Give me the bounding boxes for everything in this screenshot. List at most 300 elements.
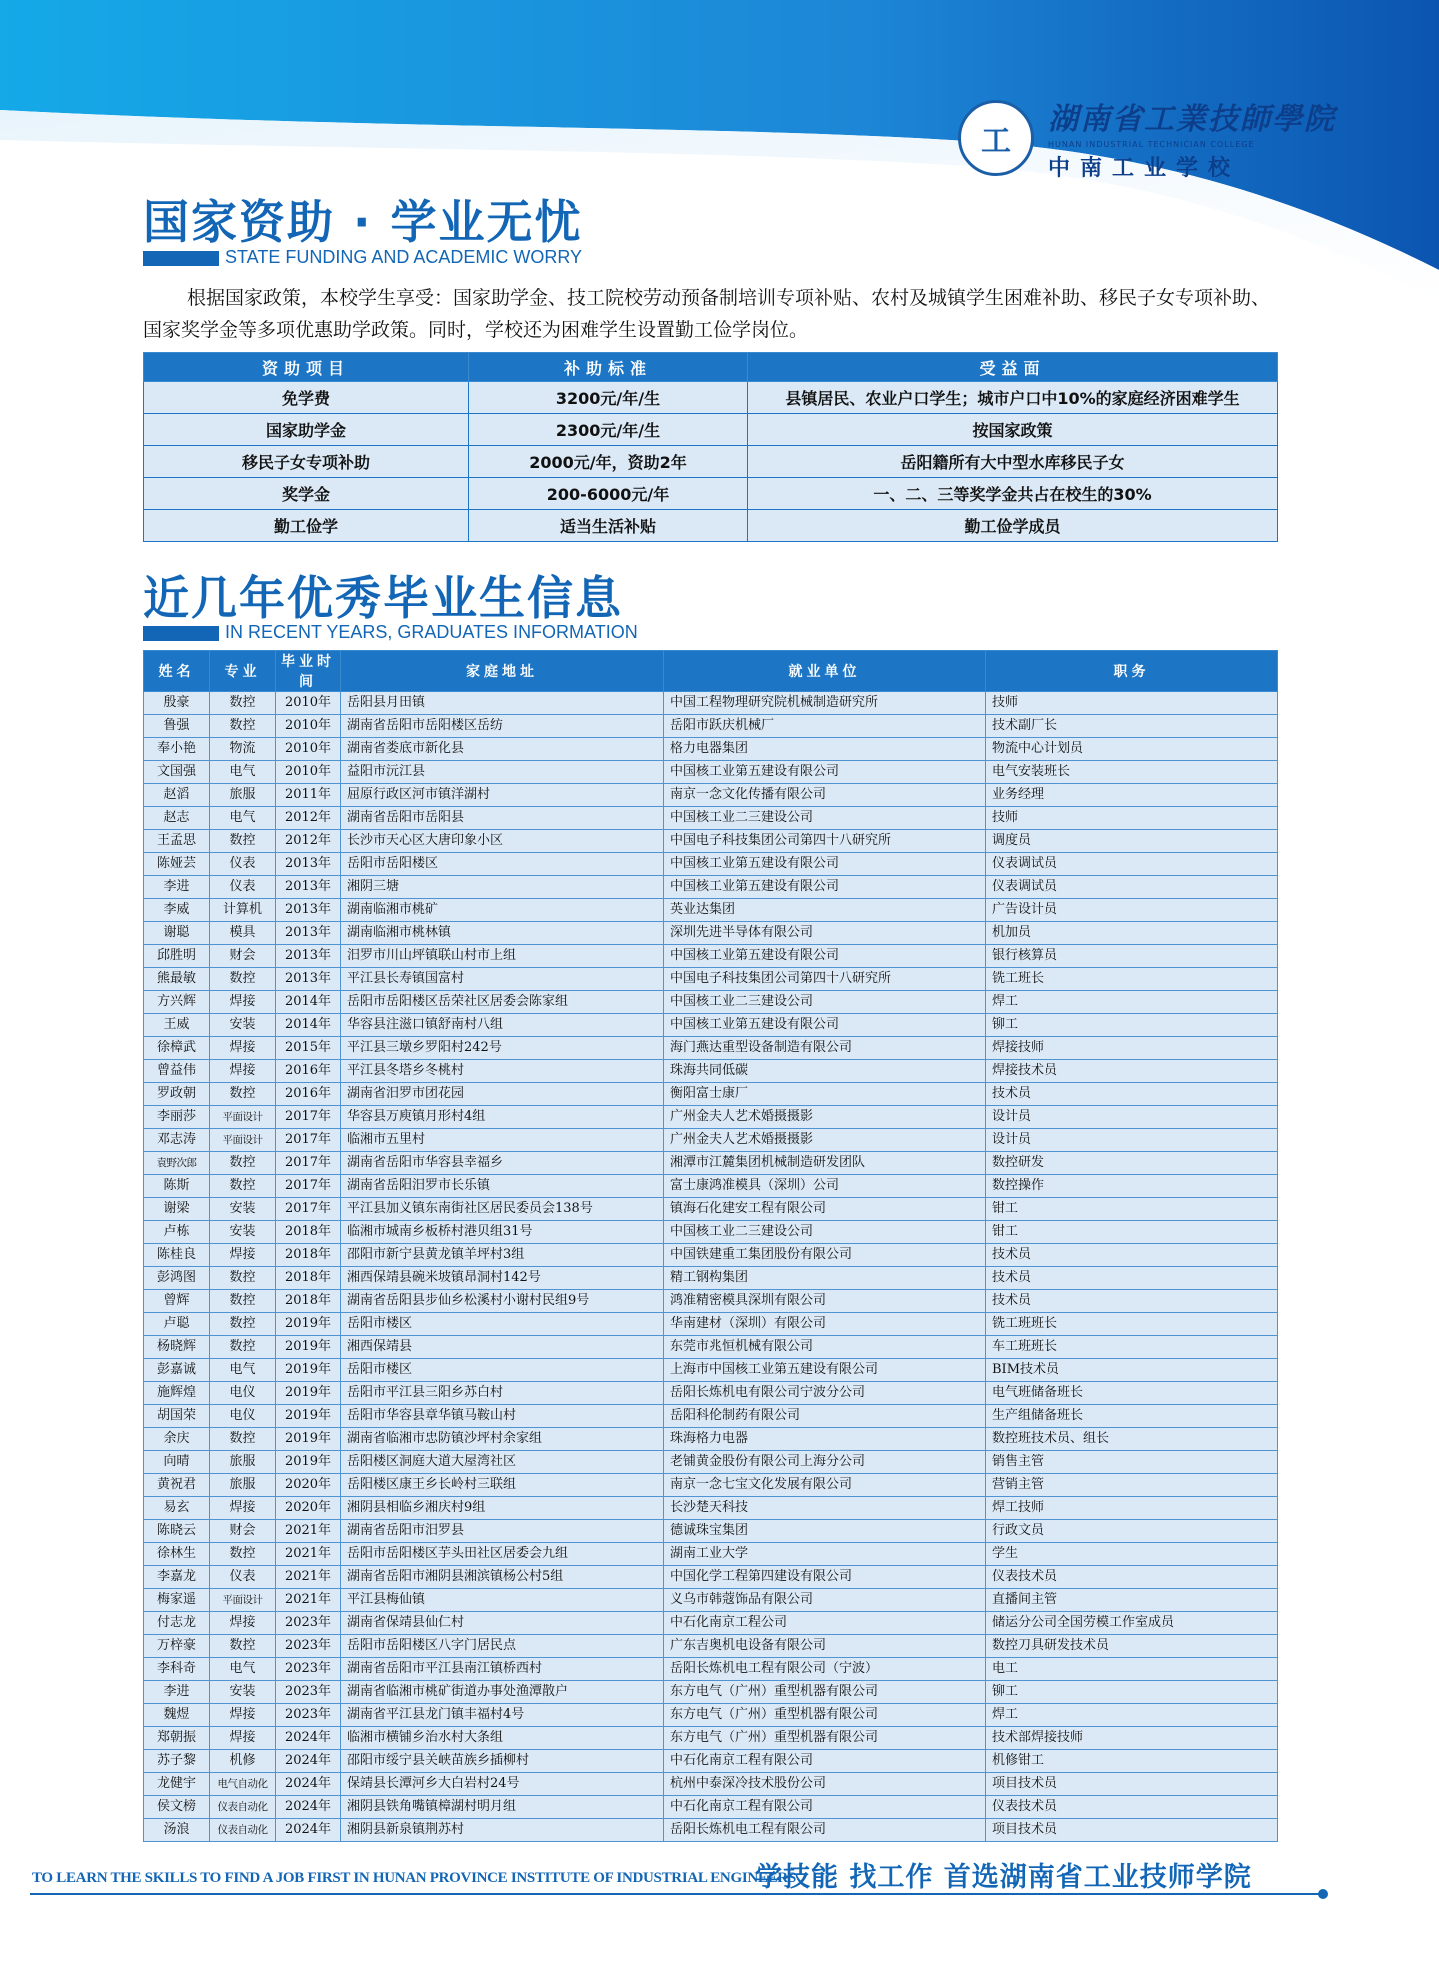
funding-row bbox=[144, 414, 1278, 446]
graduate-cell: 湖南省保靖县仙仁村 bbox=[341, 1612, 664, 1635]
graduate-cell: 英业达集团 bbox=[664, 899, 986, 922]
graduate-cell: 李进 bbox=[144, 1681, 210, 1704]
graduate-cell: 数控 bbox=[210, 1152, 276, 1175]
graduate-cell: 苏子黎 bbox=[144, 1750, 210, 1773]
table-row bbox=[144, 853, 1278, 876]
graduate-cell: 储运分公司全国劳模工作室成员 bbox=[986, 1612, 1278, 1635]
graduate-cell: 2017年 bbox=[276, 1175, 341, 1198]
table-row bbox=[144, 1382, 1278, 1405]
graduate-cell: 海门燕达重型设备制造有限公司 bbox=[664, 1037, 986, 1060]
graduate-cell: 广州金夫人艺术婚摄摄影 bbox=[664, 1106, 986, 1129]
graduate-cell: 侯文榜 bbox=[144, 1796, 210, 1819]
graduate-cell: 岳阳市楼区 bbox=[341, 1359, 664, 1382]
graduate-cell: 2013年 bbox=[276, 945, 341, 968]
table-row bbox=[144, 1060, 1278, 1083]
graduate-cell: 杨晓辉 bbox=[144, 1336, 210, 1359]
graduate-cell: 湖南省岳阳市华容县幸福乡 bbox=[341, 1152, 664, 1175]
graduate-cell: 湖南省娄底市新化县 bbox=[341, 738, 664, 761]
graduate-cell: 卢栋 bbox=[144, 1221, 210, 1244]
graduate-cell: 湖南省平江县龙门镇丰福村4号 bbox=[341, 1704, 664, 1727]
table-row bbox=[144, 1336, 1278, 1359]
graduate-cell: 李嘉龙 bbox=[144, 1566, 210, 1589]
table-row bbox=[144, 1221, 1278, 1244]
graduate-cell: 设计员 bbox=[986, 1129, 1278, 1152]
table-row bbox=[144, 1497, 1278, 1520]
graduate-cell: 焊工 bbox=[986, 991, 1278, 1014]
graduate-cell: 梅家遥 bbox=[144, 1589, 210, 1612]
graduate-cell: 技术员 bbox=[986, 1083, 1278, 1106]
funding-cell: 免学费 bbox=[144, 382, 469, 414]
graduate-cell: 岳阳市岳阳楼区芋头田社区居委会九组 bbox=[341, 1543, 664, 1566]
graduates-header-row bbox=[144, 651, 1278, 692]
graduate-cell: 仪表技术员 bbox=[986, 1796, 1278, 1819]
graduate-cell: 数控 bbox=[210, 1083, 276, 1106]
graduate-cell: 湖南省岳阳市岳阳楼区岳纺 bbox=[341, 715, 664, 738]
graduate-cell: 魏煜 bbox=[144, 1704, 210, 1727]
graduate-cell: 华容县注滋口镇舒南村八组 bbox=[341, 1014, 664, 1037]
graduate-cell: 邱胜明 bbox=[144, 945, 210, 968]
graduate-cell: 深圳先进半导体有限公司 bbox=[664, 922, 986, 945]
table-row bbox=[144, 1267, 1278, 1290]
graduate-cell: 机修钳工 bbox=[986, 1750, 1278, 1773]
graduate-cell: 车工班班长 bbox=[986, 1336, 1278, 1359]
graduate-cell: 数控操作 bbox=[986, 1175, 1278, 1198]
table-row bbox=[144, 1405, 1278, 1428]
graduate-cell: 施辉煌 bbox=[144, 1382, 210, 1405]
graduate-cell: 陈桂良 bbox=[144, 1244, 210, 1267]
graduate-cell: 2012年 bbox=[276, 807, 341, 830]
graduate-cell: 项目技术员 bbox=[986, 1819, 1278, 1842]
graduate-cell: 中国核工业第五建设有限公司 bbox=[664, 1014, 986, 1037]
graduate-cell: 安装 bbox=[210, 1198, 276, 1221]
graduate-cell: 湖南省临湘市桃矿街道办事处渔潭散户 bbox=[341, 1681, 664, 1704]
graduate-cell: 曾辉 bbox=[144, 1290, 210, 1313]
graduate-cell: 2019年 bbox=[276, 1451, 341, 1474]
graduate-cell: 2023年 bbox=[276, 1704, 341, 1727]
table-row bbox=[144, 1129, 1278, 1152]
graduate-cell: 数控 bbox=[210, 968, 276, 991]
graduate-cell: 2010年 bbox=[276, 738, 341, 761]
graduate-cell: 湖南省岳阳县步仙乡松溪村小谢村民组9号 bbox=[341, 1290, 664, 1313]
graduate-cell: 业务经理 bbox=[986, 784, 1278, 807]
graduate-cell: 湘西保靖县 bbox=[341, 1336, 664, 1359]
graduate-cell: 岳阳市楼区 bbox=[341, 1313, 664, 1336]
graduate-cell: 2019年 bbox=[276, 1428, 341, 1451]
graduate-cell: 赵志 bbox=[144, 807, 210, 830]
graduate-cell: 方兴辉 bbox=[144, 991, 210, 1014]
funding-cell: 2000元/年，资助2年 bbox=[469, 446, 748, 478]
graduate-cell: 岳阳市平江县三阳乡苏白村 bbox=[341, 1382, 664, 1405]
graduate-cell: 上海市中国核工业第五建设有限公司 bbox=[664, 1359, 986, 1382]
graduate-cell: 鸿准精密模具深圳有限公司 bbox=[664, 1290, 986, 1313]
graduate-cell: 陈斯 bbox=[144, 1175, 210, 1198]
graduate-cell: 平江县加义镇东南街社区居民委员会138号 bbox=[341, 1198, 664, 1221]
funding-table bbox=[143, 352, 1278, 542]
table-row bbox=[144, 991, 1278, 1014]
graduate-cell: 卢聪 bbox=[144, 1313, 210, 1336]
graduate-cell: 陈晓云 bbox=[144, 1520, 210, 1543]
table-row bbox=[144, 1083, 1278, 1106]
graduate-cell: 中国核工业二三建设公司 bbox=[664, 807, 986, 830]
graduate-cell: 龙健宇 bbox=[144, 1773, 210, 1796]
funding-cell: 勤工俭学 bbox=[144, 510, 469, 542]
graduate-cell: 中国核工业二三建设公司 bbox=[664, 1221, 986, 1244]
funding-cell: 县镇居民、农业户口学生；城市户口中10%的家庭经济困难学生 bbox=[748, 382, 1278, 414]
graduate-cell: 湘阴三塘 bbox=[341, 876, 664, 899]
graduate-cell: 生产组储备班长 bbox=[986, 1405, 1278, 1428]
graduate-cell: 邓志涛 bbox=[144, 1129, 210, 1152]
graduate-cell: 2024年 bbox=[276, 1750, 341, 1773]
graduate-cell: 2023年 bbox=[276, 1658, 341, 1681]
graduate-cell: 钳工 bbox=[986, 1198, 1278, 1221]
graduate-cell: 湘阴县铁角嘴镇樟湖村明月组 bbox=[341, 1796, 664, 1819]
funding-cell: 岳阳籍所有大中型水库移民子女 bbox=[748, 446, 1278, 478]
footer-dot-icon bbox=[1318, 1889, 1328, 1899]
graduate-cell: 技术员 bbox=[986, 1244, 1278, 1267]
graduate-cell: 临湘市城南乡板桥村港贝组31号 bbox=[341, 1221, 664, 1244]
graduate-cell: 长沙市天心区大唐印象小区 bbox=[341, 830, 664, 853]
graduate-cell: 广告设计员 bbox=[986, 899, 1278, 922]
graduate-cell: 数控班技术员、组长 bbox=[986, 1428, 1278, 1451]
table-row bbox=[144, 1152, 1278, 1175]
graduate-cell: 平面设计 bbox=[210, 1589, 276, 1612]
graduate-cell: 平江县长寿镇国富村 bbox=[341, 968, 664, 991]
graduate-cell: 屈原行政区河市镇洋湖村 bbox=[341, 784, 664, 807]
graduate-cell: 广东吉奥机电设备有限公司 bbox=[664, 1635, 986, 1658]
graduate-cell: 2018年 bbox=[276, 1221, 341, 1244]
graduate-cell: 计算机 bbox=[210, 899, 276, 922]
graduate-cell: 铣工班长 bbox=[986, 968, 1278, 991]
graduate-cell: 焊接 bbox=[210, 1727, 276, 1750]
graduate-cell: 珠海格力电器 bbox=[664, 1428, 986, 1451]
graduate-cell: BIM技术员 bbox=[986, 1359, 1278, 1382]
funding-column-header: 资助项目 bbox=[144, 353, 469, 382]
school-name-cn: 湖南省工業技師學院 bbox=[1048, 102, 1336, 137]
graduate-cell: 电气 bbox=[210, 1658, 276, 1681]
graduate-cell: 模具 bbox=[210, 922, 276, 945]
graduate-cell: 李科奇 bbox=[144, 1658, 210, 1681]
funding-column-header: 补助标准 bbox=[469, 353, 748, 382]
graduate-cell: 义乌市韩蔻饰品有限公司 bbox=[664, 1589, 986, 1612]
funding-cell: 200-6000元/年 bbox=[469, 478, 748, 510]
graduate-cell: 数控 bbox=[210, 692, 276, 715]
graduate-cell: 营销主管 bbox=[986, 1474, 1278, 1497]
graduate-cell: 数控 bbox=[210, 830, 276, 853]
graduate-cell: 易玄 bbox=[144, 1497, 210, 1520]
graduate-cell: 岳阳长炼机电有限公司宁波分公司 bbox=[664, 1382, 986, 1405]
section2-subtitle: IN RECENT YEARS, GRADUATES INFORMATION bbox=[225, 622, 638, 642]
graduate-cell: 旅服 bbox=[210, 1451, 276, 1474]
graduate-cell: 仪表 bbox=[210, 876, 276, 899]
graduate-cell: 2017年 bbox=[276, 1198, 341, 1221]
graduate-cell: 珠海共同低碳 bbox=[664, 1060, 986, 1083]
graduate-cell: 平江县三墩乡罗阳村242号 bbox=[341, 1037, 664, 1060]
graduate-cell: 数控 bbox=[210, 1175, 276, 1198]
graduate-cell: 陈娅芸 bbox=[144, 853, 210, 876]
graduate-cell: 2017年 bbox=[276, 1152, 341, 1175]
graduate-cell: 岳阳楼区洞庭大道大屋湾社区 bbox=[341, 1451, 664, 1474]
table-row bbox=[144, 945, 1278, 968]
table-row bbox=[144, 1451, 1278, 1474]
graduate-cell: 中国电子科技集团公司第四十八研究所 bbox=[664, 830, 986, 853]
graduate-cell: 中国核工业第五建设有限公司 bbox=[664, 945, 986, 968]
graduate-cell: 数控 bbox=[210, 715, 276, 738]
graduate-cell: 技师 bbox=[986, 807, 1278, 830]
graduate-cell: 岳阳长炼机电工程有限公司 bbox=[664, 1819, 986, 1842]
graduate-cell: 电工 bbox=[986, 1658, 1278, 1681]
graduate-cell: 电气班储备班长 bbox=[986, 1382, 1278, 1405]
graduate-cell: 湖南省岳阳市平江县南江镇桥西村 bbox=[341, 1658, 664, 1681]
graduate-cell: 仪表调试员 bbox=[986, 876, 1278, 899]
graduate-cell: 安装 bbox=[210, 1221, 276, 1244]
funding-cell: 3200元/年/生 bbox=[469, 382, 748, 414]
graduate-cell: 2020年 bbox=[276, 1474, 341, 1497]
graduate-cell: 湖南临湘市桃林镇 bbox=[341, 922, 664, 945]
graduate-cell: 曾益伟 bbox=[144, 1060, 210, 1083]
table-row bbox=[144, 1727, 1278, 1750]
graduate-cell: 湖南临湘市桃矿 bbox=[341, 899, 664, 922]
graduate-cell: 仪表技术员 bbox=[986, 1566, 1278, 1589]
table-row bbox=[144, 1566, 1278, 1589]
graduate-cell: 平面设计 bbox=[210, 1129, 276, 1152]
graduate-cell: 李威 bbox=[144, 899, 210, 922]
funding-cell: 2300元/年/生 bbox=[469, 414, 748, 446]
funding-cell: 适当生活补贴 bbox=[469, 510, 748, 542]
graduate-cell: 财会 bbox=[210, 1520, 276, 1543]
funding-row bbox=[144, 446, 1278, 478]
graduate-cell: 中国核工业第五建设有限公司 bbox=[664, 853, 986, 876]
graduate-cell: 直播间主管 bbox=[986, 1589, 1278, 1612]
table-row bbox=[144, 1796, 1278, 1819]
graduate-cell: 岳阳科伦制药有限公司 bbox=[664, 1405, 986, 1428]
table-row bbox=[144, 1313, 1278, 1336]
graduate-cell: 焊接 bbox=[210, 1497, 276, 1520]
graduate-cell: 中国铁建重工集团股份有限公司 bbox=[664, 1244, 986, 1267]
graduate-cell: 机修 bbox=[210, 1750, 276, 1773]
table-row bbox=[144, 1359, 1278, 1382]
graduate-cell: 衡阳富士康厂 bbox=[664, 1083, 986, 1106]
graduate-cell: 湖南省岳阳市岳阳县 bbox=[341, 807, 664, 830]
graduate-cell: 南京一念七宝文化发展有限公司 bbox=[664, 1474, 986, 1497]
graduate-cell: 铣工班班长 bbox=[986, 1313, 1278, 1336]
table-row bbox=[144, 1014, 1278, 1037]
graduate-cell: 东莞市兆恒机械有限公司 bbox=[664, 1336, 986, 1359]
graduate-cell: 南京一念文化传播有限公司 bbox=[664, 784, 986, 807]
graduate-cell: 徐樟武 bbox=[144, 1037, 210, 1060]
table-row bbox=[144, 1543, 1278, 1566]
table-row bbox=[144, 1037, 1278, 1060]
graduate-cell: 2023年 bbox=[276, 1681, 341, 1704]
graduate-cell: 仪表自动化 bbox=[210, 1819, 276, 1842]
graduate-cell: 2018年 bbox=[276, 1290, 341, 1313]
graduate-cell: 德诚珠宝集团 bbox=[664, 1520, 986, 1543]
graduate-cell: 技术副厂长 bbox=[986, 715, 1278, 738]
table-row bbox=[144, 1106, 1278, 1129]
funding-cell: 国家助学金 bbox=[144, 414, 469, 446]
school-seal-icon: 工 bbox=[958, 100, 1034, 176]
section1-subtitle: STATE FUNDING AND ACADEMIC WORRY bbox=[225, 247, 583, 267]
graduate-cell: 余庆 bbox=[144, 1428, 210, 1451]
graduate-cell: 安装 bbox=[210, 1681, 276, 1704]
graduate-cell: 2013年 bbox=[276, 876, 341, 899]
graduate-cell: 技术员 bbox=[986, 1290, 1278, 1313]
graduate-cell: 湖南工业大学 bbox=[664, 1543, 986, 1566]
graduate-cell: 中国核工业第五建设有限公司 bbox=[664, 876, 986, 899]
graduate-cell: 长沙楚天科技 bbox=[664, 1497, 986, 1520]
graduate-cell: 数控 bbox=[210, 1267, 276, 1290]
school-logo bbox=[958, 94, 1336, 182]
table-row bbox=[144, 922, 1278, 945]
graduate-cell: 2014年 bbox=[276, 1014, 341, 1037]
graduate-cell: 广州金夫人艺术婚摄摄影 bbox=[664, 1129, 986, 1152]
graduate-cell: 奉小艳 bbox=[144, 738, 210, 761]
graduate-cell: 2016年 bbox=[276, 1083, 341, 1106]
graduates-table bbox=[143, 650, 1278, 1842]
graduate-cell: 2021年 bbox=[276, 1543, 341, 1566]
table-row bbox=[144, 1474, 1278, 1497]
graduate-cell: 焊接 bbox=[210, 991, 276, 1014]
graduate-cell: 文国强 bbox=[144, 761, 210, 784]
graduate-cell: 2011年 bbox=[276, 784, 341, 807]
graduate-cell: 胡国荣 bbox=[144, 1405, 210, 1428]
table-row bbox=[144, 830, 1278, 853]
graduate-cell: 仪表 bbox=[210, 853, 276, 876]
graduate-cell: 仪表自动化 bbox=[210, 1796, 276, 1819]
graduate-cell: 电气 bbox=[210, 807, 276, 830]
graduate-cell: 2021年 bbox=[276, 1566, 341, 1589]
graduate-cell: 岳阳市岳阳楼区 bbox=[341, 853, 664, 876]
funding-cell: 奖学金 bbox=[144, 478, 469, 510]
graduate-cell: 数控 bbox=[210, 1290, 276, 1313]
graduate-cell: 中石化南京工程有限公司 bbox=[664, 1750, 986, 1773]
graduate-cell: 华容县万庾镇月形村4组 bbox=[341, 1106, 664, 1129]
graduate-cell: 谢聪 bbox=[144, 922, 210, 945]
graduate-cell: 郑朝振 bbox=[144, 1727, 210, 1750]
graduate-cell: 鲁强 bbox=[144, 715, 210, 738]
graduate-cell: 钳工 bbox=[986, 1221, 1278, 1244]
table-row bbox=[144, 761, 1278, 784]
graduate-cell: 东方电气（广州）重型机器有限公司 bbox=[664, 1704, 986, 1727]
graduate-cell: 镇海石化建安工程有限公司 bbox=[664, 1198, 986, 1221]
graduate-cell: 中国电子科技集团公司第四十八研究所 bbox=[664, 968, 986, 991]
table-row bbox=[144, 1520, 1278, 1543]
footer-slogan-cn: 学技能 找工作 首选湖南省工业技师学院 bbox=[755, 1862, 1252, 1893]
graduate-cell: 彭嘉诚 bbox=[144, 1359, 210, 1382]
graduate-cell: 铆工 bbox=[986, 1681, 1278, 1704]
graduate-cell: 罗政朝 bbox=[144, 1083, 210, 1106]
table-row bbox=[144, 738, 1278, 761]
graduate-cell: 湘阴县相临乡湘庆村9组 bbox=[341, 1497, 664, 1520]
graduate-cell: 湘潭市江麓集团机械制造研发团队 bbox=[664, 1152, 986, 1175]
graduate-cell: 湖南省临湘市忠防镇沙坪村余家组 bbox=[341, 1428, 664, 1451]
table-row bbox=[144, 968, 1278, 991]
graduate-cell: 焊工 bbox=[986, 1704, 1278, 1727]
graduate-cell: 精工钢构集团 bbox=[664, 1267, 986, 1290]
funding-row bbox=[144, 478, 1278, 510]
graduate-cell: 2010年 bbox=[276, 692, 341, 715]
graduate-cell: 中国化学工程第四建设有限公司 bbox=[664, 1566, 986, 1589]
graduate-cell: 焊工技师 bbox=[986, 1497, 1278, 1520]
table-row bbox=[144, 1175, 1278, 1198]
graduate-cell: 中石化南京工程公司 bbox=[664, 1612, 986, 1635]
funding-cell: 按国家政策 bbox=[748, 414, 1278, 446]
graduate-cell: 邵阳市新宁县黄龙镇羊坪村3组 bbox=[341, 1244, 664, 1267]
graduate-cell: 2013年 bbox=[276, 922, 341, 945]
funding-row bbox=[144, 510, 1278, 542]
funding-cell: 移民子女专项补助 bbox=[144, 446, 469, 478]
graduate-cell: 财会 bbox=[210, 945, 276, 968]
graduate-cell: 2018年 bbox=[276, 1267, 341, 1290]
graduate-cell: 2019年 bbox=[276, 1405, 341, 1428]
graduate-cell: 焊接 bbox=[210, 1060, 276, 1083]
graduate-cell: 焊接技术员 bbox=[986, 1060, 1278, 1083]
graduate-cell: 技术部焊接技师 bbox=[986, 1727, 1278, 1750]
graduate-cell: 数控 bbox=[210, 1313, 276, 1336]
graduate-cell: 2010年 bbox=[276, 761, 341, 784]
graduate-cell: 电气 bbox=[210, 761, 276, 784]
school-subname: 中南工业学校 bbox=[1048, 155, 1241, 181]
graduate-cell: 2024年 bbox=[276, 1773, 341, 1796]
graduate-cell: 2024年 bbox=[276, 1727, 341, 1750]
graduate-cell: 中国工程物理研究院机械制造研究所 bbox=[664, 692, 986, 715]
graduate-cell: 李丽莎 bbox=[144, 1106, 210, 1129]
graduate-cell: 焊接 bbox=[210, 1704, 276, 1727]
graduate-cell: 2014年 bbox=[276, 991, 341, 1014]
graduate-cell: 平面设计 bbox=[210, 1106, 276, 1129]
graduate-cell: 东方电气（广州）重型机器有限公司 bbox=[664, 1727, 986, 1750]
graduate-cell: 银行核算员 bbox=[986, 945, 1278, 968]
graduate-cell: 安装 bbox=[210, 1014, 276, 1037]
graduate-cell: 2013年 bbox=[276, 853, 341, 876]
graduate-cell: 焊接 bbox=[210, 1244, 276, 1267]
section2-title: 近几年优秀毕业生信息 bbox=[143, 571, 623, 625]
section2-title-bar bbox=[143, 626, 219, 641]
footer-slogan-en: TO LEARN THE SKILLS TO FIND A JOB FIRST IN HUNAN PROVINCE INSTITUTE OF INDUSTRIAL ENGINEERS bbox=[32, 1870, 796, 1886]
graduate-cell: 岳阳市岳阳楼区岳荣社区居委会陈家组 bbox=[341, 991, 664, 1014]
section1-title-bar bbox=[143, 251, 219, 266]
graduate-cell: 数控研发 bbox=[986, 1152, 1278, 1175]
graduate-cell: 平江县冬塔乡冬桃村 bbox=[341, 1060, 664, 1083]
footer-divider bbox=[30, 1893, 1320, 1895]
table-row bbox=[144, 1589, 1278, 1612]
graduate-cell: 富士康鸿准模具（深圳）公司 bbox=[664, 1175, 986, 1198]
graduate-cell: 汤浪 bbox=[144, 1819, 210, 1842]
funding-header-row bbox=[144, 353, 1278, 382]
graduate-cell: 袁野次郎 bbox=[144, 1152, 210, 1175]
graduate-cell: 岳阳市华容县章华镇马鞍山村 bbox=[341, 1405, 664, 1428]
graduate-cell: 电气安装班长 bbox=[986, 761, 1278, 784]
graduate-cell: 物流 bbox=[210, 738, 276, 761]
graduate-cell: 技术员 bbox=[986, 1267, 1278, 1290]
graduate-cell: 向晴 bbox=[144, 1451, 210, 1474]
funding-row bbox=[144, 382, 1278, 414]
graduate-cell: 数控 bbox=[210, 1336, 276, 1359]
graduate-cell: 徐林生 bbox=[144, 1543, 210, 1566]
graduates-column-header: 姓名 bbox=[144, 651, 210, 692]
graduate-cell: 学生 bbox=[986, 1543, 1278, 1566]
graduate-cell: 数控 bbox=[210, 1543, 276, 1566]
graduate-cell: 王孟思 bbox=[144, 830, 210, 853]
graduate-cell: 中国核工业第五建设有限公司 bbox=[664, 761, 986, 784]
graduate-cell: 铆工 bbox=[986, 1014, 1278, 1037]
graduate-cell: 谢梁 bbox=[144, 1198, 210, 1221]
graduate-cell: 付志龙 bbox=[144, 1612, 210, 1635]
graduate-cell: 焊接 bbox=[210, 1612, 276, 1635]
funding-cell: 一、二、三等奖学金共占在校生的30% bbox=[748, 478, 1278, 510]
graduate-cell: 电仪 bbox=[210, 1405, 276, 1428]
graduates-column-header: 毕业时间 bbox=[276, 651, 341, 692]
graduate-cell: 技师 bbox=[986, 692, 1278, 715]
